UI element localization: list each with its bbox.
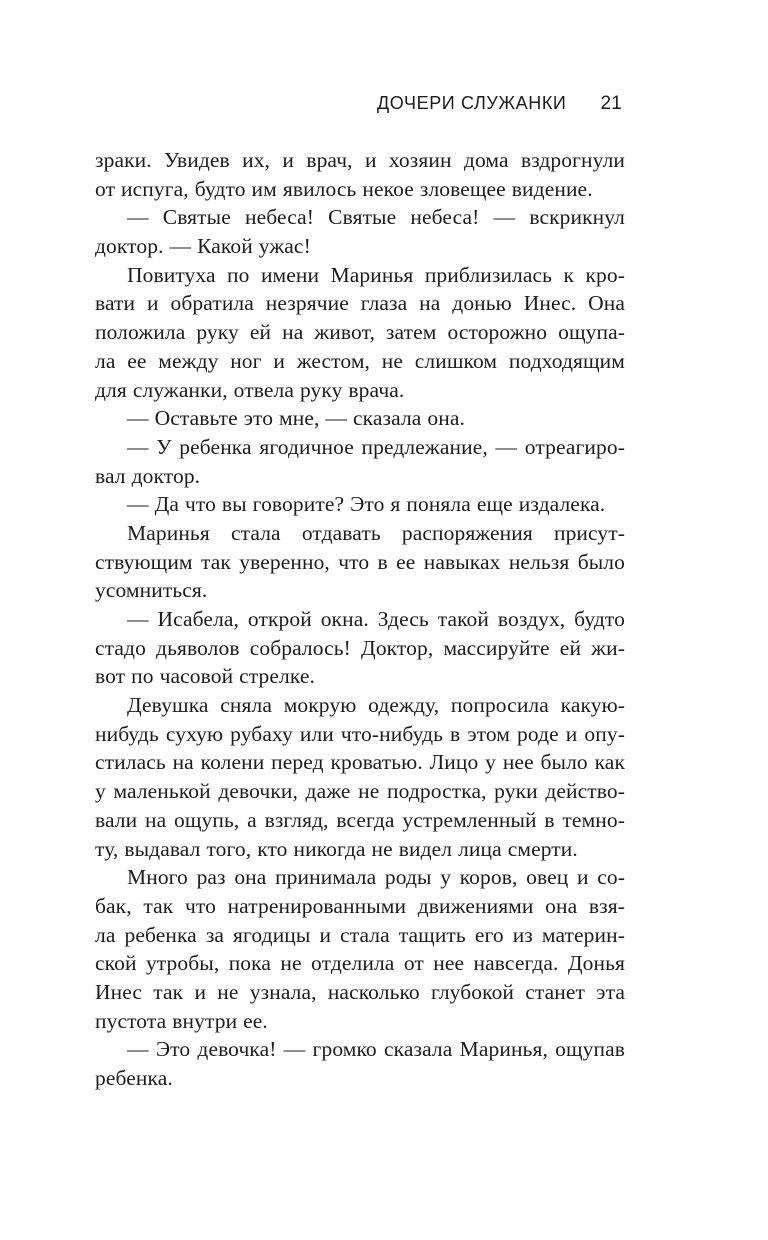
text-line: пустота внутри ее.	[95, 1008, 268, 1033]
text-line: — Исабела, открой окна. Здесь такой воздух, будто	[127, 607, 625, 631]
text-line: — Святые небеса! Святые небеса! — вскрикнул	[127, 205, 625, 230]
text-line: ла ее между ног и жестом, не слишком подходящим	[95, 348, 625, 373]
text-line: — У ребенка ягодичное предлежание, — отреагиро-	[127, 434, 625, 459]
text-line: Много раз она принимала роды у коров, овец и со-	[127, 865, 625, 890]
text-line: стилась на колени перед кроватью. Лицо у нее было как	[95, 750, 625, 775]
text-line: Маринья стала отдавать распоряжения присут-	[127, 520, 625, 545]
text-line: положила руку ей на живот, затем осторожно ощупа-	[95, 320, 625, 345]
text-line: ствующим так уверенно, что в ее навыках нельзя было	[95, 549, 625, 574]
text-line: бак, так что натренированными движениями она взя-	[95, 893, 625, 918]
text-line: — Это девочка! — громко сказала Маринья, ощупав	[127, 1037, 625, 1062]
text-line: вал доктор.	[95, 463, 201, 488]
text-line: ской утробы, пока не отделила от нее навсегда. Донья	[95, 951, 625, 976]
text-line: нибудь сухую рубаху или что-нибудь в этом роде и опу-	[95, 721, 625, 746]
text-line: Повитуха по имени Маринья приблизилась к кро-	[127, 262, 625, 287]
text-line: вати и обратила незрячие глаза на донью Инес. Она	[95, 291, 625, 316]
text-line: — Да что вы говорите? Это я поняла еще издалека.	[127, 492, 606, 517]
page-number: 21	[600, 93, 622, 114]
text-line: вали на ощупь, а взгляд, всегда устремленный в темно-	[95, 807, 625, 832]
text-line: стадо дьяволов собралось! Доктор, массируйте ей жи-	[95, 635, 625, 660]
text-line: у маленькой девочки, даже не подростка, руки действо-	[95, 779, 625, 804]
text-line: усомниться.	[95, 578, 208, 603]
text-line: зраки. Увидев их, и врач, и хозяин дома вздрогнули	[95, 148, 625, 172]
body-text	[95, 146, 625, 1093]
text-line: ту, выдавал того, кто никогда не видел лица смерти.	[95, 836, 578, 861]
text-line: доктор. — Какой ужас!	[95, 234, 311, 259]
text-line: — Оставьте это мне, — сказала она.	[127, 406, 465, 431]
text-line: вот по часовой стрелке.	[95, 664, 316, 689]
text-line: ребенка.	[95, 1066, 173, 1090]
running-title: ДОЧЕРИ СЛУЖАНКИ	[377, 93, 567, 113]
running-head	[377, 93, 622, 115]
text-line: Инес так и не узнала, насколько глубокой станет эта	[95, 979, 625, 1004]
text-line: ла ребенка за ягодицы и стала тащить его из материн-	[95, 922, 625, 947]
text-line: для служанки, отвела руку врача.	[95, 377, 405, 402]
text-line: Девушка сняла мокрую одежду, попросила какую-	[127, 693, 625, 718]
text-line: от испуга, будто им явилось некое зловещее видение.	[95, 176, 593, 201]
